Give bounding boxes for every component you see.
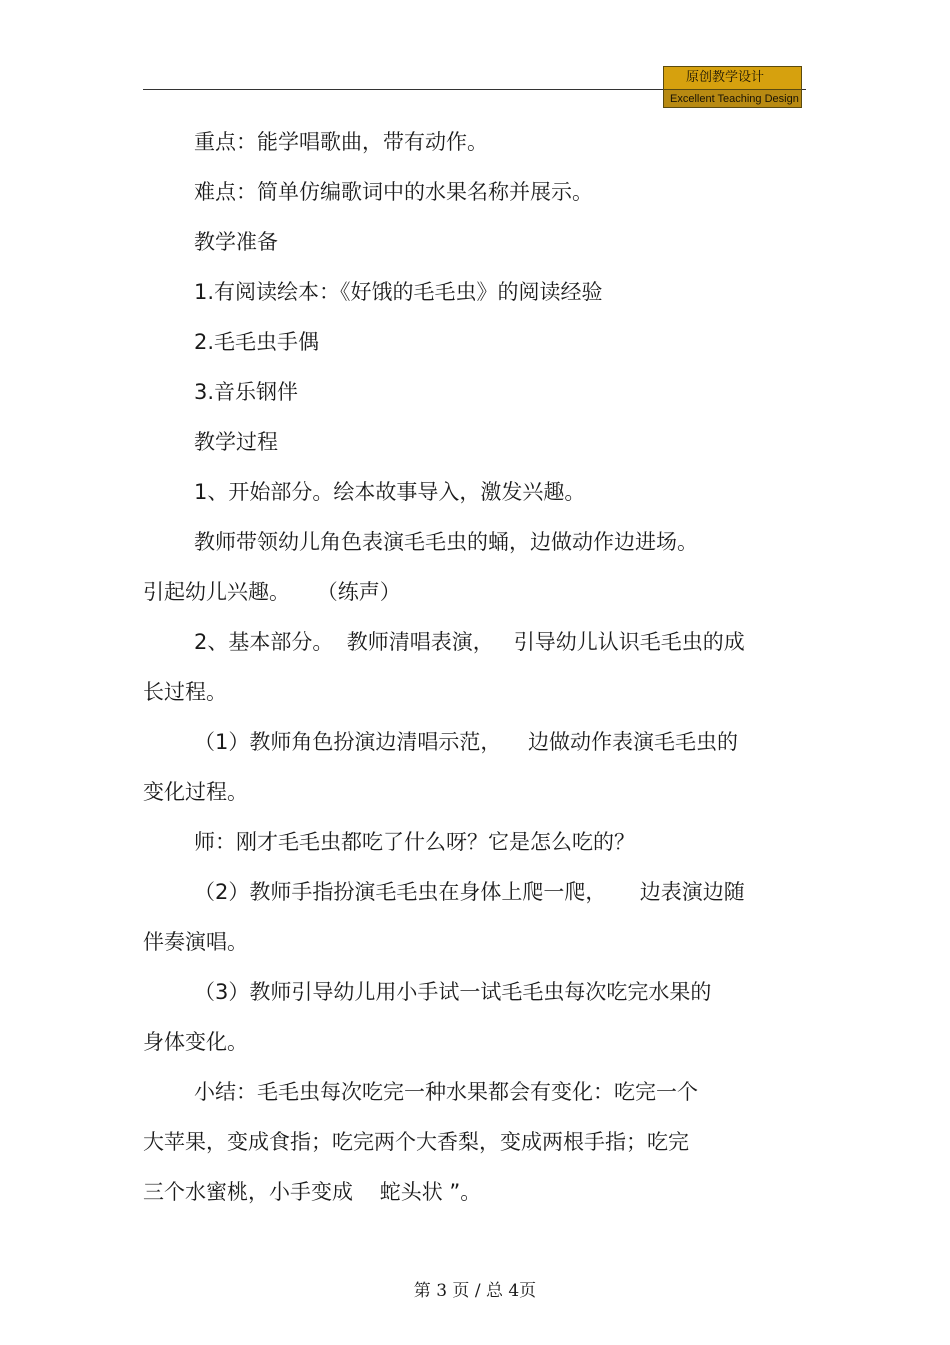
badge-title-en: Excellent Teaching Design [664,89,801,107]
process-step-1: 1、开始部分。绘本故事导入，激发兴趣。 [194,480,586,504]
badge-title-cn: 原创教学设计 [664,67,801,89]
paragraph-line: 引起幼儿兴趣。 （练声） [143,580,401,604]
paragraph-line: 长过程。 [143,680,227,704]
paragraph-line: 身体变化。 [143,1030,248,1054]
header-badge [663,66,802,108]
prep-item-1: 1.有阅读绘本：《好饿的毛毛虫》的阅读经验 [194,280,603,304]
paragraph-line: 伴奏演唱。 [143,930,248,954]
prep-item-3: 3.音乐钢伴 [194,380,299,404]
paragraph-line: 教师带领幼儿角色表演毛毛虫的蛹，边做动作边进场。 [194,530,698,554]
substep-2: （2）教师手指扮演毛毛虫在身体上爬一爬， 边表演边随 [194,880,745,904]
paragraph-line: 三个水蜜桃，小手变成 蛇头状 ”。 [143,1180,482,1204]
section-heading-preparation: 教学准备 [194,230,278,254]
section-heading-process: 教学过程 [194,430,278,454]
page-number: 第 3 页 / 总 4页 [413,1281,537,1301]
substep-3: （3）教师引导幼儿用小手试一试毛毛虫每次吃完水果的 [194,980,712,1004]
paragraph-line: 大苹果，变成食指；吃完两个大香梨，变成两根手指；吃完 [143,1130,689,1154]
paragraph-line: 变化过程。 [143,780,248,804]
process-step-2: 2、基本部分。 教师清唱表演， 引导幼儿认识毛毛虫的成 [194,630,745,654]
substep-1: （1）教师角色扮演边清唱示范， 边做动作表演毛毛虫的 [194,730,739,754]
difficulty-line: 难点：简单仿编歌词中的水果名称并展示。 [194,180,593,204]
prep-item-2: 2.毛毛虫手偶 [194,330,320,354]
teacher-question: 师：刚才毛毛虫都吃了什么呀？它是怎么吃的？ [194,830,635,854]
key-point-line: 重点：能学唱歌曲，带有动作。 [194,130,488,154]
summary-line: 小结：毛毛虫每次吃完一种水果都会有变化：吃完一个 [194,1080,698,1104]
